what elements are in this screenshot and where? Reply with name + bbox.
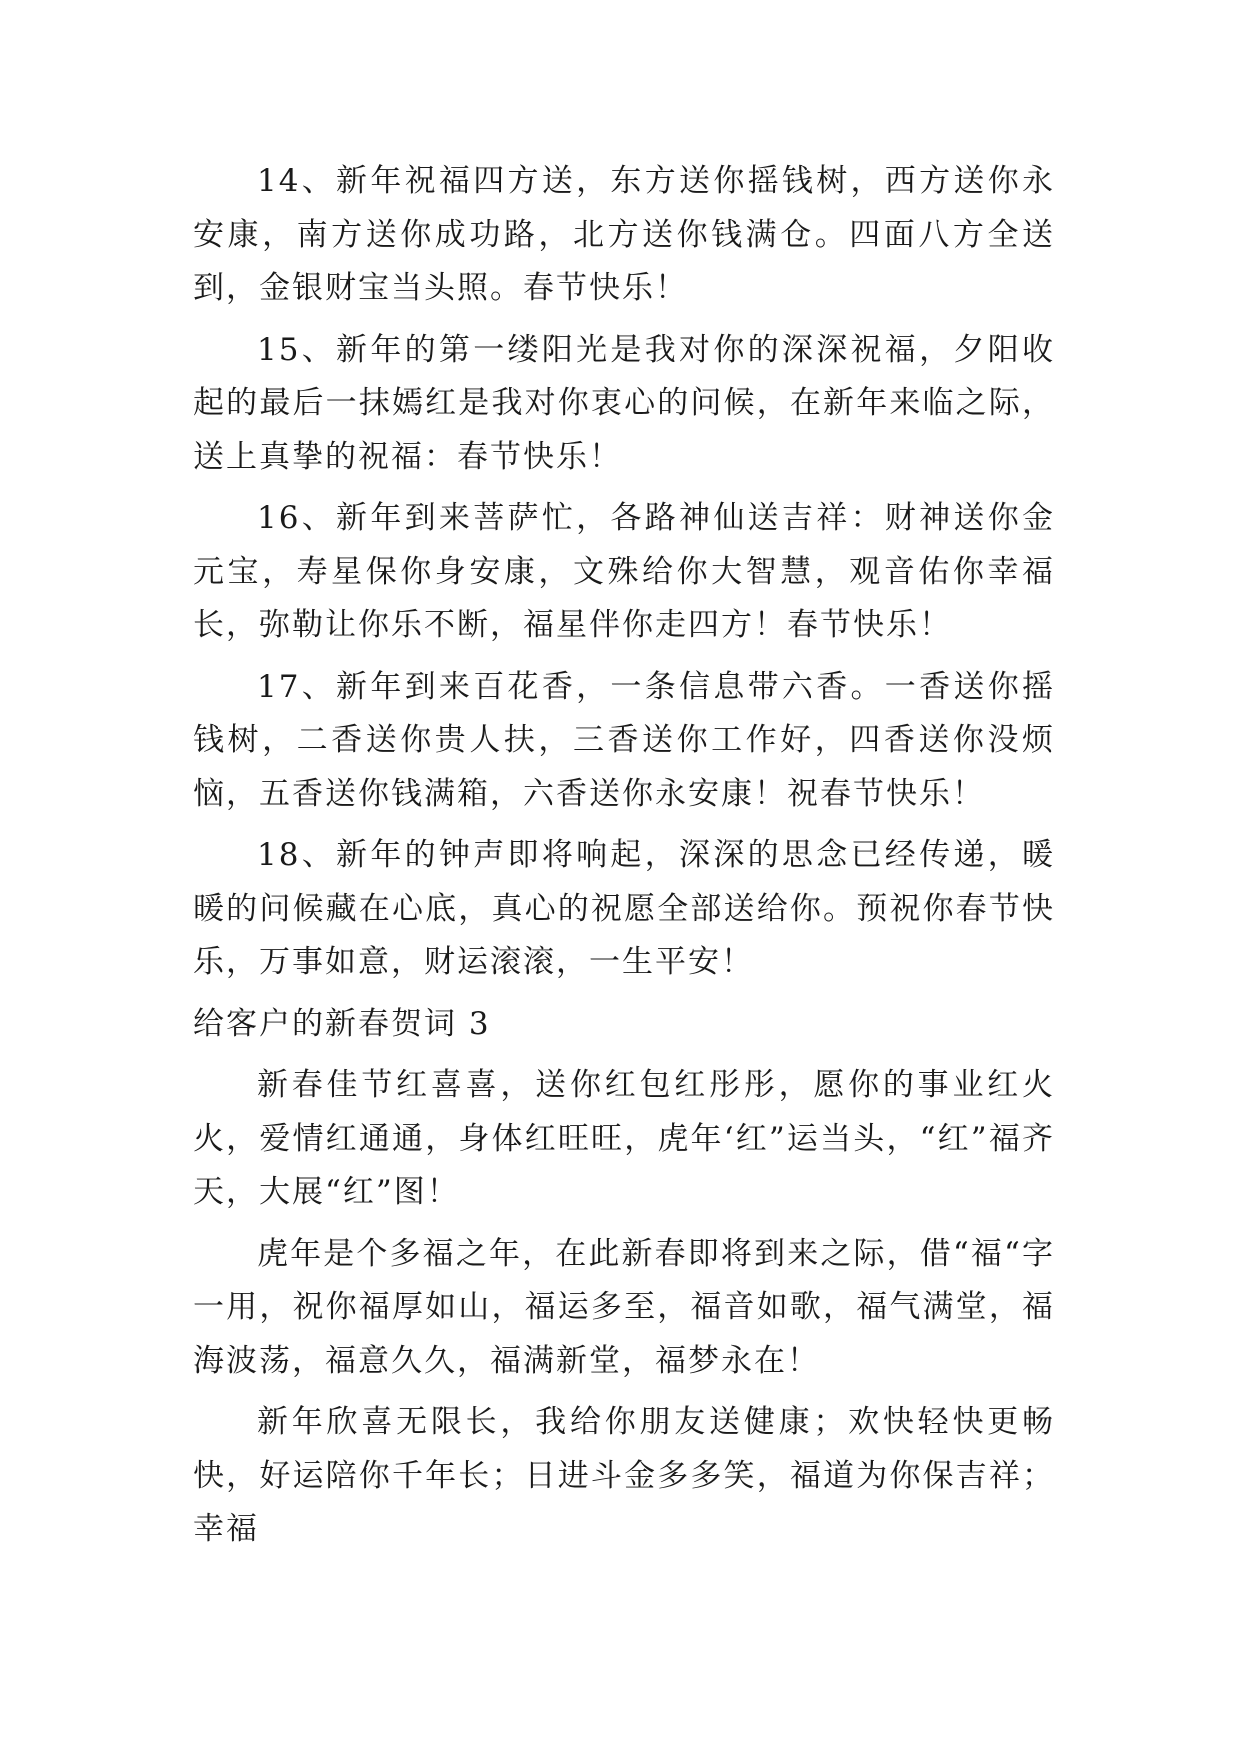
paragraph-15: 15、新年的第一缕阳光是我对你的深深祝福，夕阳收起的最后一抹嫣红是我对你衷心的问候，在新年来临之际，送上真挚的祝福：春节快乐！ (193, 331, 1055, 475)
paragraph-18: 18、新年的钟声即将响起，深深的思念已经传递，暖暖的问候藏在心底，真心的祝愿全部送给你。预祝你春节快乐，万事如意，财运滚滚，一生平安！ (193, 837, 1055, 980)
paragraph-16: 16、新年到来菩萨忙，各路神仙送吉祥：财神送你金元宝，寿星保你身安康，文殊给你大智慧，观音佑你幸福长，弥勒让你乐不断，福星伴你走四方！春节快乐！ (193, 500, 1055, 643)
section-heading: 给客户的新春贺词 3 (193, 1005, 491, 1042)
section-paragraph-3: 新年欣喜无限长，我给你朋友送健康；欢快轻快更畅快，好运陪你千年长；日进斗金多多笑，福道为你保吉祥；幸福 (193, 1404, 1055, 1547)
section-paragraph-2: 虎年是个多福之年，在此新春即将到来之际，借“福“字一用，祝你福厚如山，福运多至，福音如歌，福气满堂，福海波荡，福意久久，福满新堂，福梦永在！ (193, 1235, 1055, 1379)
paragraph-14: 14、新年祝福四方送，东方送你摇钱树，西方送你永安康，南方送你成功路，北方送你钱满仓。四面八方全送到，金银财宝当头照。春节快乐！ (193, 163, 1055, 306)
document-page (193, 155, 1055, 1565)
paragraph-17: 17、新年到来百花香，一条信息带六香。一香送你摇钱树，二香送你贵人扶，三香送你工作好，四香送你没烦恼，五香送你钱满箱，六香送你永安康！祝春节快乐！ (193, 668, 1055, 812)
section-paragraph-1: 新春佳节红喜喜，送你红包红彤彤，愿你的事业红火火，爱情红通通，身体红旺旺，虎年‘红”运当头，“红”福齐天，大展“红”图！ (193, 1067, 1055, 1210)
